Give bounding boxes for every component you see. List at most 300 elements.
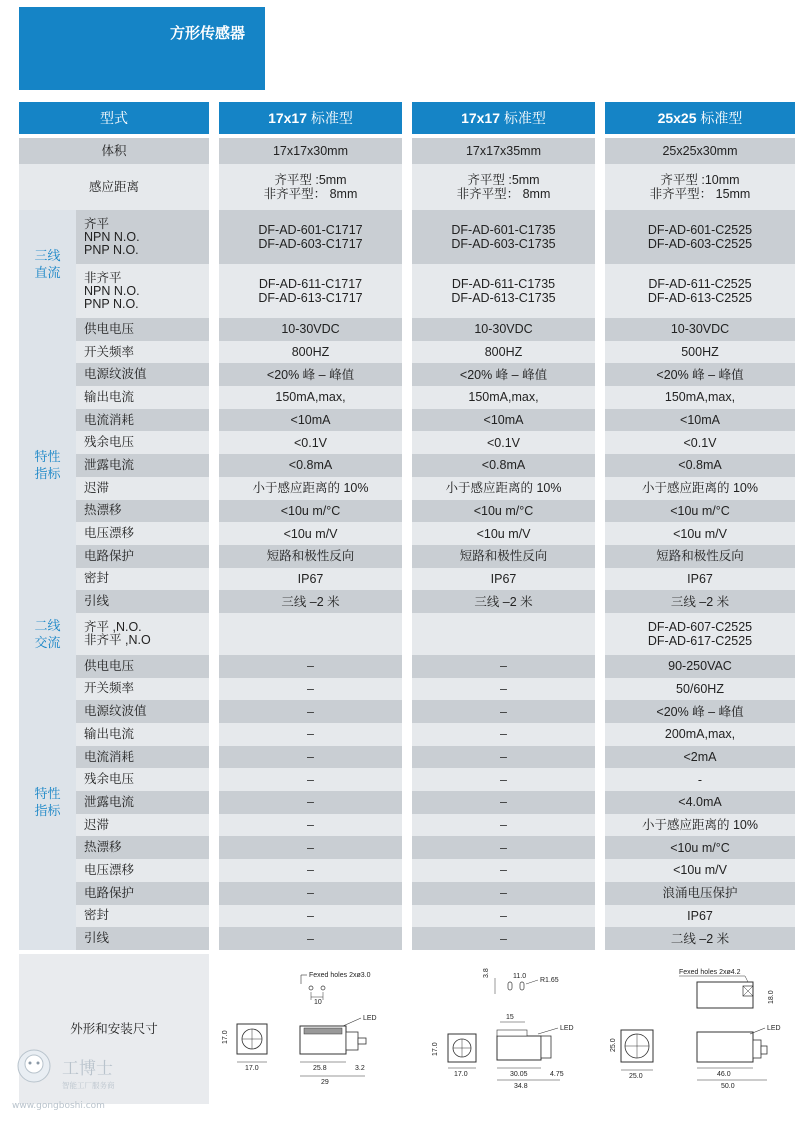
- column-gap: [595, 210, 605, 264]
- cell-line: DF-AD-611-C1717: [258, 277, 363, 291]
- d3-total: 50.0: [721, 1083, 735, 1090]
- label-line: 非齐平: [84, 270, 122, 285]
- spec-row: [19, 454, 795, 477]
- table-cell: [219, 431, 402, 454]
- label-line: PNP N.O.: [84, 242, 139, 257]
- table-cell: [605, 746, 795, 769]
- section-label: 交流: [34, 634, 61, 650]
- table-cell: [605, 882, 795, 905]
- row-label: [76, 859, 209, 882]
- row-label-text: 感应距离: [88, 180, 139, 194]
- row-label: [76, 746, 209, 769]
- section-label: 指标: [34, 466, 61, 482]
- section-two-wire-ac: [19, 613, 76, 655]
- row-label: [76, 210, 209, 264]
- spec-value: 90-250VAC: [668, 659, 732, 674]
- row-label: [76, 613, 209, 655]
- row-label-text: 体积: [101, 144, 127, 158]
- column-gap: [402, 655, 412, 678]
- column-gap: [595, 164, 605, 210]
- d3-led: LED: [767, 1025, 781, 1032]
- table-cell: [219, 264, 402, 318]
- section-ac-specs: [19, 655, 76, 950]
- spec-label: 供电电压: [84, 321, 135, 336]
- table-cell: [219, 791, 402, 814]
- column-gap: [209, 859, 219, 882]
- cell-line: 非齐平型： 15mm: [649, 187, 751, 201]
- table-cell: [605, 477, 795, 500]
- spec-value: <10u m/°C: [670, 503, 730, 518]
- table-cell: [219, 905, 402, 928]
- table-cell: [412, 882, 595, 905]
- spec-value: <0.8mA: [481, 458, 526, 473]
- spec-value: –: [500, 818, 507, 833]
- d3-h-side: 18.0: [768, 990, 775, 1004]
- cell-line: DF-AD-603-C2525: [647, 237, 753, 251]
- spec-table: [19, 102, 795, 1104]
- d2-d2: 11.0: [513, 973, 527, 980]
- spec-value: <10mA: [483, 413, 524, 428]
- spec-value: <10mA: [290, 413, 331, 428]
- table-cell: [412, 477, 595, 500]
- spec-value: –: [307, 727, 314, 742]
- cell-line: DF-AD-603-C1735: [451, 237, 556, 251]
- d2-w15: 15: [506, 1014, 514, 1021]
- column-gap: [402, 768, 412, 791]
- label-line: 齐平: [84, 216, 110, 231]
- table-cell: [219, 164, 402, 210]
- spec-label: 输出电流: [84, 726, 135, 741]
- column-gap: [402, 746, 412, 769]
- table-cell: [412, 859, 595, 882]
- table-cell: [219, 746, 402, 769]
- table-cell: [605, 700, 795, 723]
- cell-line: DF-AD-601-C2525: [647, 223, 753, 237]
- model-header: [219, 102, 402, 134]
- spec-value: –: [500, 750, 507, 765]
- watermark-logo: [10, 1044, 140, 1114]
- spec-value: –: [307, 772, 314, 787]
- column-gap: [209, 138, 219, 164]
- table-cell: [605, 836, 795, 859]
- cell-line: 齐平型 :5mm: [274, 173, 347, 187]
- spec-row: [19, 678, 795, 701]
- row-label: [76, 477, 209, 500]
- row-label: [76, 522, 209, 545]
- table-cell: [605, 791, 795, 814]
- d3-h1: 25.0: [610, 1038, 617, 1052]
- column-gap: [595, 545, 605, 568]
- spec-value: 150mA,max,: [275, 390, 346, 405]
- spec-row: [19, 363, 795, 386]
- table-cell: [412, 746, 595, 769]
- column-gap: [209, 655, 219, 678]
- row-label: [76, 768, 209, 791]
- column-gap: [595, 859, 605, 882]
- model-suffix: 标准型: [307, 110, 353, 126]
- column-gap: [209, 927, 219, 950]
- table-cell: [605, 613, 795, 655]
- spec-label: 密封: [84, 571, 110, 586]
- column-gap: [595, 814, 605, 837]
- column-gap: [209, 791, 219, 814]
- column-gap: [595, 791, 605, 814]
- spec-value: –: [307, 863, 314, 878]
- spec-value: 短路和极性反向: [459, 549, 548, 564]
- table-cell: [219, 613, 402, 655]
- d2-h1: 17.0: [432, 1042, 439, 1056]
- row-label: [76, 882, 209, 905]
- spec-value: 200mA,max,: [664, 727, 736, 742]
- table-cell: [605, 318, 795, 341]
- d1-holes-label: Fexed holes 2xø3.0: [309, 972, 371, 979]
- column-gap: [402, 138, 412, 164]
- column-gap: [209, 814, 219, 837]
- spec-value: 10-30VDC: [474, 322, 533, 337]
- spec-row: [19, 746, 795, 769]
- spec-label: 热漂移: [84, 840, 122, 855]
- table-cell: [219, 655, 402, 678]
- column-gap: [209, 836, 219, 859]
- spec-value: -: [697, 772, 703, 787]
- table-cell: [412, 655, 595, 678]
- column-gap: [595, 768, 605, 791]
- column-gap: [209, 522, 219, 545]
- column-gap: [595, 655, 605, 678]
- cell-line: DF-AD-613-C2525: [647, 291, 753, 305]
- table-cell: [412, 836, 595, 859]
- column-gap: [209, 164, 219, 210]
- row-label: [76, 341, 209, 364]
- column-gap: [209, 545, 219, 568]
- spec-value: –: [307, 840, 314, 855]
- row-label: [19, 164, 209, 210]
- table-cell: [219, 568, 402, 591]
- row-label: [76, 431, 209, 454]
- table-cell: [219, 341, 402, 364]
- spec-label: 开关频率: [84, 344, 135, 359]
- spec-value: 小于感应距离的 10%: [252, 481, 369, 496]
- spec-value: <20% 峰 – 峰值: [656, 367, 744, 382]
- watermark-sub: 智能工厂服务商: [62, 1081, 115, 1090]
- drawing-17x17x30: [215, 962, 400, 1092]
- cell-line: DF-AD-607-C2525: [647, 619, 753, 634]
- model-suffix: 标准型: [696, 110, 743, 126]
- column-gap: [402, 500, 412, 523]
- column-gap: [595, 700, 605, 723]
- spec-label: 泄露电流: [84, 457, 135, 472]
- table-cell: [605, 927, 795, 950]
- spec-row: [19, 477, 795, 500]
- column-gap: [209, 700, 219, 723]
- watermark-brand: 工博士: [62, 1059, 113, 1079]
- spec-value: –: [307, 659, 314, 674]
- spec-value: 150mA,max,: [468, 390, 539, 405]
- table-cell: [605, 264, 795, 318]
- table-cell: [605, 454, 795, 477]
- column-gap: [402, 814, 412, 837]
- dc-flush-row: [19, 210, 795, 264]
- table-cell: [219, 678, 402, 701]
- d3-w1: 25.0: [629, 1073, 643, 1080]
- d2-w3: 4.75: [550, 1071, 564, 1078]
- type-label: 型式: [100, 110, 128, 126]
- spec-value: 二线 –2 米: [670, 931, 730, 946]
- spec-value: –: [500, 659, 507, 674]
- row-label: [76, 655, 209, 678]
- spec-row: [19, 905, 795, 928]
- table-cell: [412, 318, 595, 341]
- spec-label: 引线: [84, 594, 110, 609]
- column-gap: [209, 341, 219, 364]
- row-label: [76, 264, 209, 318]
- spec-value: 150mA,max,: [664, 390, 736, 405]
- model-size: 25x25: [657, 110, 697, 126]
- spec-value: –: [500, 681, 507, 696]
- label-line: 非齐平 ,N.O: [84, 632, 151, 647]
- table-cell: [605, 814, 795, 837]
- column-gap: [209, 678, 219, 701]
- spec-value: <0.8mA: [678, 458, 722, 473]
- table-cell: [219, 454, 402, 477]
- label-line: PNP N.O.: [84, 296, 139, 311]
- column-gap: [402, 409, 412, 432]
- table-cell: [412, 791, 595, 814]
- column-gap: [595, 590, 605, 613]
- spec-value: <2mA: [683, 750, 717, 765]
- row-label: [76, 814, 209, 837]
- row-label: [76, 723, 209, 746]
- table-cell: [219, 409, 402, 432]
- header-row: [19, 102, 795, 134]
- table-cell: [412, 500, 595, 523]
- spec-value: –: [500, 795, 507, 810]
- table-cell: [219, 836, 402, 859]
- table-cell: [219, 386, 402, 409]
- column-gap: [402, 836, 412, 859]
- section-label: 特性: [34, 449, 61, 465]
- spec-value: 三线 –2 米: [670, 594, 730, 609]
- table-cell: [219, 882, 402, 905]
- column-gap: [402, 386, 412, 409]
- spec-value: <0.1V: [293, 435, 327, 450]
- column-gap: [595, 954, 605, 1104]
- column-gap: [209, 746, 219, 769]
- table-cell: [412, 363, 595, 386]
- cell-line: DF-AD-617-C2525: [647, 633, 753, 648]
- cell-line: DF-AD-611-C1735: [451, 277, 556, 291]
- cell-line: 齐平型 :5mm: [467, 173, 540, 187]
- column-gap: [595, 477, 605, 500]
- spec-label: 供电电压: [84, 658, 135, 673]
- drawing-25x25x30: [605, 962, 800, 1092]
- type-header: [19, 102, 209, 134]
- section-three-wire-dc: [19, 210, 76, 318]
- table-cell: [412, 723, 595, 746]
- column-gap: [402, 477, 412, 500]
- spec-value: <10mA: [680, 413, 720, 428]
- table-cell: [219, 210, 402, 264]
- column-gap: [402, 363, 412, 386]
- cell-value: 17x17x30mm: [272, 144, 349, 158]
- spec-row: [19, 882, 795, 905]
- table-cell: [219, 138, 402, 164]
- spec-value: IP67: [687, 908, 713, 923]
- column-gap: [402, 791, 412, 814]
- table-cell: [219, 363, 402, 386]
- column-gap: [209, 386, 219, 409]
- spec-value: 浪涌电压保护: [662, 886, 738, 901]
- table-cell: [605, 905, 795, 928]
- spec-value: 三线 –2 米: [474, 594, 533, 609]
- model-size: 17x17: [461, 110, 501, 126]
- column-gap: [402, 859, 412, 882]
- column-gap: [402, 164, 412, 210]
- table-cell: [412, 164, 595, 210]
- cell-line: DF-AD-613-C1717: [258, 291, 363, 305]
- spec-row: [19, 814, 795, 837]
- table-cell: [219, 590, 402, 613]
- spec-row: [19, 545, 795, 568]
- d3-w2: 46.0: [717, 1071, 731, 1078]
- cell-line: 非齐平型： 8mm: [263, 187, 358, 201]
- spec-row: [19, 522, 795, 545]
- column-gap: [595, 341, 605, 364]
- spec-value: 10-30VDC: [281, 322, 340, 337]
- table-cell: [412, 700, 595, 723]
- column-gap: [402, 210, 412, 264]
- model-header: [605, 102, 795, 134]
- spec-value: <10u m/V: [673, 863, 727, 878]
- table-cell: [412, 768, 595, 791]
- column-gap: [209, 590, 219, 613]
- spec-value: IP67: [297, 571, 324, 586]
- spec-value: 800HZ: [291, 345, 330, 360]
- cell-line: 非齐平型： 8mm: [456, 187, 551, 201]
- spec-row: [19, 700, 795, 723]
- column-gap: [595, 431, 605, 454]
- column-gap: [209, 882, 219, 905]
- table-cell: [412, 210, 595, 264]
- table-cell: [605, 431, 795, 454]
- column-gap: [209, 264, 219, 318]
- table-cell: [412, 431, 595, 454]
- table-cell: [412, 386, 595, 409]
- table-cell: [605, 341, 795, 364]
- label-line: NPN N.O.: [84, 283, 140, 298]
- d2-d1: 3.8: [483, 968, 490, 978]
- spec-value: –: [307, 818, 314, 833]
- spec-value: <10u m/V: [283, 526, 338, 541]
- spec-label: 泄露电流: [84, 794, 135, 809]
- column-gap: [595, 454, 605, 477]
- volume-row: [19, 138, 795, 164]
- dc-nonflush-row: [19, 264, 795, 318]
- spec-value: –: [307, 681, 314, 696]
- table-cell: [605, 859, 795, 882]
- column-gap: [209, 905, 219, 928]
- table-cell: [605, 768, 795, 791]
- table-cell: [412, 545, 595, 568]
- column-gap: [595, 522, 605, 545]
- d1-hole-gap: 10: [314, 999, 322, 1006]
- column-gap: [209, 723, 219, 746]
- spec-value: 小于感应距离的 10%: [642, 818, 758, 833]
- column-gap: [595, 927, 605, 950]
- spec-label: 迟滞: [84, 817, 110, 832]
- spec-value: 三线 –2 米: [281, 594, 340, 609]
- row-label: [76, 386, 209, 409]
- table-cell: [605, 545, 795, 568]
- spec-value: –: [500, 704, 507, 719]
- cell-line: DF-AD-611-C2525: [648, 277, 752, 291]
- column-gap: [595, 363, 605, 386]
- column-gap: [595, 102, 605, 134]
- column-gap: [595, 905, 605, 928]
- row-label: [76, 568, 209, 591]
- column-gap: [402, 927, 412, 950]
- spec-label: 电压漂移: [84, 526, 135, 541]
- spec-label: 密封: [84, 908, 110, 923]
- spec-value: <10u m/°C: [473, 503, 534, 518]
- column-gap: [209, 318, 219, 341]
- spec-label: 残余电压: [84, 772, 135, 787]
- cell-value: 17x17x35mm: [465, 144, 542, 158]
- table-cell: [412, 590, 595, 613]
- column-gap: [209, 210, 219, 264]
- column-gap: [209, 613, 219, 655]
- table-cell: [605, 678, 795, 701]
- table-cell: [412, 814, 595, 837]
- column-gap: [402, 318, 412, 341]
- spec-row: [19, 341, 795, 364]
- spec-value: <20% 峰 – 峰值: [656, 704, 744, 719]
- spec-label: 开关频率: [84, 681, 135, 696]
- row-label: [76, 678, 209, 701]
- spec-row: [19, 409, 795, 432]
- spec-label: 输出电流: [84, 389, 135, 404]
- header-banner: [19, 7, 265, 90]
- spec-value: –: [307, 750, 314, 765]
- spec-value: <0.1V: [683, 435, 717, 450]
- column-gap: [209, 363, 219, 386]
- spec-row: [19, 723, 795, 746]
- spec-value: –: [307, 704, 314, 719]
- spec-row: [19, 859, 795, 882]
- d2-w2: 30.05: [510, 1071, 528, 1078]
- spec-label: 电流消耗: [84, 749, 135, 764]
- table-cell: [219, 927, 402, 950]
- spec-value: <10u m/V: [476, 526, 531, 541]
- column-gap: [595, 409, 605, 432]
- table-cell: [605, 409, 795, 432]
- spec-value: –: [500, 886, 507, 901]
- column-gap: [595, 264, 605, 318]
- row-label: [76, 836, 209, 859]
- model-size: 17x17: [268, 110, 308, 126]
- table-cell: [412, 341, 595, 364]
- spec-value: –: [500, 772, 507, 787]
- table-cell: [412, 568, 595, 591]
- d1-h1: 17.0: [222, 1030, 229, 1044]
- spec-value: <20% 峰 – 峰值: [266, 367, 355, 382]
- table-cell: [412, 454, 595, 477]
- spec-value: –: [307, 908, 314, 923]
- spec-value: –: [307, 795, 314, 810]
- spec-value: <10u m/°C: [670, 840, 730, 855]
- column-gap: [402, 264, 412, 318]
- spec-row: [19, 791, 795, 814]
